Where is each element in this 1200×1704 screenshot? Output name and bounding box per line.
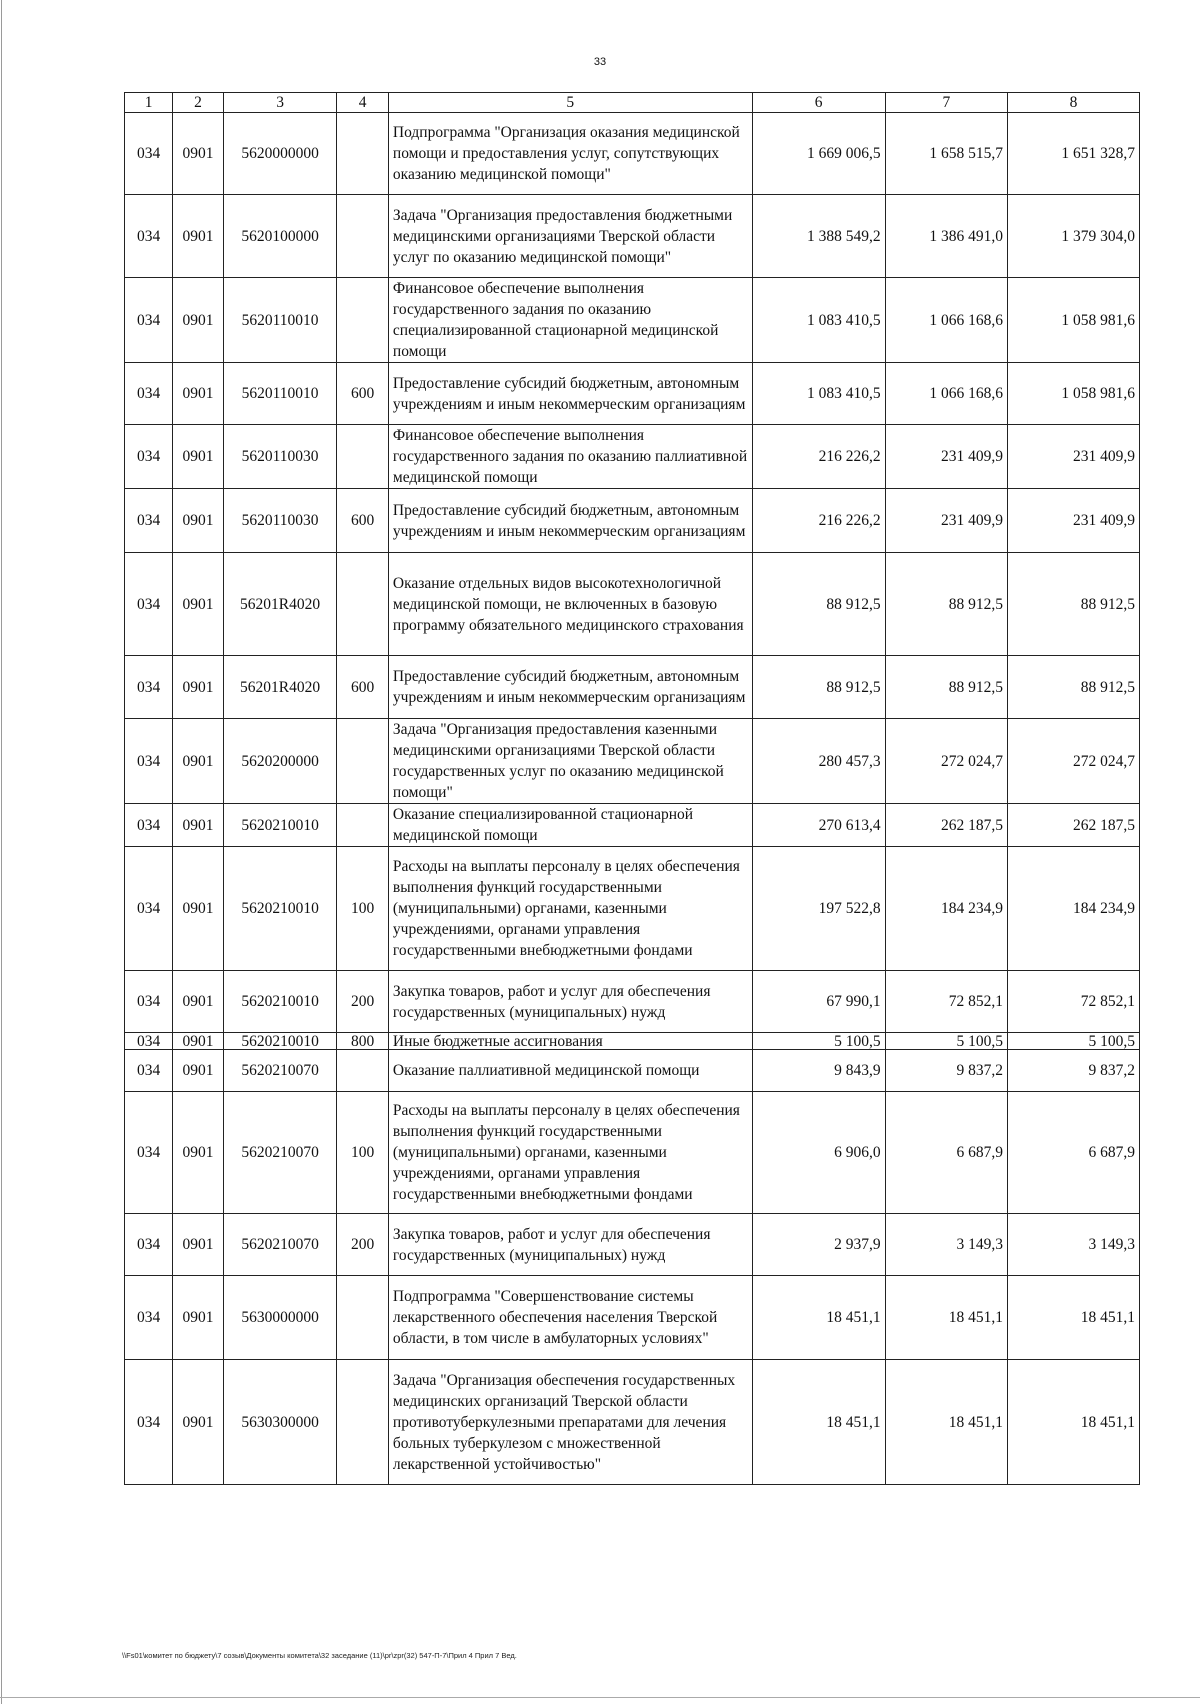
expense-type-code-cell — [337, 278, 389, 363]
description-cell: Подпрограмма "Организация оказания медицинской помощи и предоставления услуг, сопутствующих оказанию медицинской помощи" — [388, 113, 752, 195]
amount-col-8-cell: 1 379 304,0 — [1007, 195, 1139, 278]
amount-col-6-cell: 6 906,0 — [752, 1092, 885, 1214]
amount-col-8-cell: 272 024,7 — [1007, 719, 1139, 804]
expense-type-code-cell: 600 — [337, 656, 389, 719]
table-row — [125, 1276, 1140, 1360]
header-cell: 4 — [337, 93, 389, 113]
section-code-cell: 0901 — [173, 1033, 223, 1050]
table-body — [125, 113, 1140, 1485]
section-code-cell: 0901 — [173, 425, 223, 489]
table-row — [125, 1033, 1140, 1050]
ministry-code-cell: 034 — [125, 1092, 173, 1214]
amount-col-6-cell: 18 451,1 — [752, 1276, 885, 1360]
ministry-code-cell: 034 — [125, 1214, 173, 1276]
scan-edge — [1, 0, 2, 1704]
ministry-code-cell: 034 — [125, 553, 173, 656]
section-code-cell: 0901 — [173, 1360, 223, 1485]
description-cell: Оказание специализированной стационарной медицинской помощи — [388, 804, 752, 847]
amount-col-6-cell: 216 226,2 — [752, 425, 885, 489]
section-code-cell: 0901 — [173, 489, 223, 553]
expense-type-code-cell — [337, 1360, 389, 1485]
amount-col-7-cell: 88 912,5 — [885, 656, 1007, 719]
amount-col-6-cell: 216 226,2 — [752, 489, 885, 553]
description-cell: Предоставление субсидий бюджетным, автономным учреждениям и иным некоммерческим организациям — [388, 363, 752, 425]
expense-type-code-cell: 100 — [337, 847, 389, 971]
amount-col-8-cell: 5 100,5 — [1007, 1033, 1139, 1050]
description-cell: Задача "Организация предоставления казенными медицинскими организациями Тверской области государственных услуг по оказанию медицинской помощи" — [388, 719, 752, 804]
table-row — [125, 425, 1140, 489]
expense-type-code-cell — [337, 195, 389, 278]
header-cell: 3 — [223, 93, 337, 113]
ministry-code-cell: 034 — [125, 1050, 173, 1092]
target-article-code-cell: 56201R4020 — [223, 553, 337, 656]
amount-col-8-cell: 3 149,3 — [1007, 1214, 1139, 1276]
ministry-code-cell: 034 — [125, 719, 173, 804]
table-row — [125, 489, 1140, 553]
target-article-code-cell: 5620110030 — [223, 425, 337, 489]
expense-type-code-cell: 800 — [337, 1033, 389, 1050]
amount-col-8-cell: 262 187,5 — [1007, 804, 1139, 847]
expense-type-code-cell — [337, 719, 389, 804]
amount-col-6-cell: 2 937,9 — [752, 1214, 885, 1276]
table-row — [125, 1214, 1140, 1276]
description-cell: Предоставление субсидий бюджетным, автономным учреждениям и иным некоммерческим организациям — [388, 656, 752, 719]
amount-col-7-cell: 231 409,9 — [885, 489, 1007, 553]
amount-col-7-cell: 88 912,5 — [885, 553, 1007, 656]
description-cell: Подпрограмма "Совершенствование системы лекарственного обеспечения населения Тверской области, в том числе в амбулаторных условиях" — [388, 1276, 752, 1360]
amount-col-7-cell: 5 100,5 — [885, 1033, 1007, 1050]
amount-col-7-cell: 18 451,1 — [885, 1276, 1007, 1360]
amount-col-7-cell: 6 687,9 — [885, 1092, 1007, 1214]
expense-type-code-cell — [337, 804, 389, 847]
section-code-cell: 0901 — [173, 656, 223, 719]
section-code-cell: 0901 — [173, 971, 223, 1033]
amount-col-6-cell: 88 912,5 — [752, 656, 885, 719]
amount-col-8-cell: 184 234,9 — [1007, 847, 1139, 971]
ministry-code-cell: 034 — [125, 489, 173, 553]
amount-col-7-cell: 9 837,2 — [885, 1050, 1007, 1092]
expense-type-code-cell — [337, 425, 389, 489]
header-cell: 1 — [125, 93, 173, 113]
section-code-cell: 0901 — [173, 804, 223, 847]
table-row — [125, 971, 1140, 1033]
section-code-cell: 0901 — [173, 363, 223, 425]
description-cell: Закупка товаров, работ и услуг для обеспечения государственных (муниципальных) нужд — [388, 971, 752, 1033]
amount-col-8-cell: 6 687,9 — [1007, 1092, 1139, 1214]
amount-col-8-cell: 88 912,5 — [1007, 656, 1139, 719]
table-row — [125, 1092, 1140, 1214]
section-code-cell: 0901 — [173, 719, 223, 804]
amount-col-8-cell: 18 451,1 — [1007, 1360, 1139, 1485]
amount-col-8-cell: 231 409,9 — [1007, 425, 1139, 489]
table-row — [125, 363, 1140, 425]
ministry-code-cell: 034 — [125, 113, 173, 195]
target-article-code-cell: 5630300000 — [223, 1360, 337, 1485]
amount-col-8-cell: 72 852,1 — [1007, 971, 1139, 1033]
target-article-code-cell: 5620110010 — [223, 363, 337, 425]
ministry-code-cell: 034 — [125, 195, 173, 278]
amount-col-7-cell: 231 409,9 — [885, 425, 1007, 489]
section-code-cell: 0901 — [173, 553, 223, 656]
section-code-cell: 0901 — [173, 278, 223, 363]
amount-col-7-cell: 72 852,1 — [885, 971, 1007, 1033]
amount-col-6-cell: 5 100,5 — [752, 1033, 885, 1050]
ministry-code-cell: 034 — [125, 656, 173, 719]
target-article-code-cell: 5620210010 — [223, 847, 337, 971]
amount-col-7-cell: 262 187,5 — [885, 804, 1007, 847]
table-row — [125, 278, 1140, 363]
ministry-code-cell: 034 — [125, 1276, 173, 1360]
page-number: 33 — [593, 56, 607, 68]
ministry-code-cell: 034 — [125, 847, 173, 971]
header-row — [125, 93, 1140, 113]
description-cell: Финансовое обеспечение выполнения государственного задания по оказанию специализированной стационарной медицинской помощи — [388, 278, 752, 363]
description-cell: Иные бюджетные ассигнования — [388, 1033, 752, 1050]
amount-col-6-cell: 1 669 006,5 — [752, 113, 885, 195]
scan-bottom-edge — [0, 1697, 1200, 1698]
target-article-code-cell: 5620110030 — [223, 489, 337, 553]
target-article-code-cell: 5620200000 — [223, 719, 337, 804]
target-article-code-cell: 56201R4020 — [223, 656, 337, 719]
target-article-code-cell: 5620210070 — [223, 1092, 337, 1214]
amount-col-8-cell: 88 912,5 — [1007, 553, 1139, 656]
table-row — [125, 1360, 1140, 1485]
ministry-code-cell: 034 — [125, 425, 173, 489]
table-row — [125, 719, 1140, 804]
ministry-code-cell: 034 — [125, 278, 173, 363]
target-article-code-cell: 5620000000 — [223, 113, 337, 195]
section-code-cell: 0901 — [173, 847, 223, 971]
amount-col-8-cell: 1 058 981,6 — [1007, 363, 1139, 425]
section-code-cell: 0901 — [173, 195, 223, 278]
description-cell: Расходы на выплаты персоналу в целях обеспечения выполнения функций государственными (муниципальными) органами, казенными учреждениями, органами управления государственными внебюджетными фондами — [388, 847, 752, 971]
amount-col-6-cell: 270 613,4 — [752, 804, 885, 847]
section-code-cell: 0901 — [173, 1276, 223, 1360]
amount-col-8-cell: 231 409,9 — [1007, 489, 1139, 553]
table-row — [125, 1050, 1140, 1092]
section-code-cell: 0901 — [173, 113, 223, 195]
header-cell: 2 — [173, 93, 223, 113]
table-row — [125, 847, 1140, 971]
amount-col-6-cell: 88 912,5 — [752, 553, 885, 656]
target-article-code-cell: 5620100000 — [223, 195, 337, 278]
table-row — [125, 553, 1140, 656]
amount-col-7-cell: 1 386 491,0 — [885, 195, 1007, 278]
ministry-code-cell: 034 — [125, 1360, 173, 1485]
amount-col-6-cell: 9 843,9 — [752, 1050, 885, 1092]
amount-col-6-cell: 1 083 410,5 — [752, 278, 885, 363]
ministry-code-cell: 034 — [125, 804, 173, 847]
description-cell: Расходы на выплаты персоналу в целях обеспечения выполнения функций государственными (муниципальными) органами, казенными учреждениями, органами управления государственными внебюджетными фондами — [388, 1092, 752, 1214]
table-row — [125, 113, 1140, 195]
amount-col-8-cell: 1 058 981,6 — [1007, 278, 1139, 363]
amount-col-7-cell: 184 234,9 — [885, 847, 1007, 971]
target-article-code-cell: 5620210070 — [223, 1050, 337, 1092]
budget-table — [124, 92, 1140, 1485]
expense-type-code-cell: 200 — [337, 971, 389, 1033]
description-cell: Задача "Организация предоставления бюджетными медицинскими организациями Тверской области услуг по оказанию медицинской помощи" — [388, 195, 752, 278]
header-cell: 7 — [885, 93, 1007, 113]
expense-type-code-cell — [337, 1276, 389, 1360]
expense-type-code-cell: 200 — [337, 1214, 389, 1276]
amount-col-7-cell: 272 024,7 — [885, 719, 1007, 804]
target-article-code-cell: 5620110010 — [223, 278, 337, 363]
description-cell: Оказание отдельных видов высокотехнологичной медицинской помощи, не включенных в базовую программу обязательного медицинского страхования — [388, 553, 752, 656]
amount-col-8-cell: 1 651 328,7 — [1007, 113, 1139, 195]
amount-col-7-cell: 1 066 168,6 — [885, 363, 1007, 425]
ministry-code-cell: 034 — [125, 1033, 173, 1050]
amount-col-6-cell: 1 388 549,2 — [752, 195, 885, 278]
amount-col-6-cell: 197 522,8 — [752, 847, 885, 971]
table-header — [125, 93, 1140, 113]
amount-col-6-cell: 18 451,1 — [752, 1360, 885, 1485]
ministry-code-cell: 034 — [125, 971, 173, 1033]
target-article-code-cell: 5620210010 — [223, 804, 337, 847]
expense-type-code-cell: 100 — [337, 1092, 389, 1214]
section-code-cell: 0901 — [173, 1092, 223, 1214]
section-code-cell: 0901 — [173, 1050, 223, 1092]
expense-type-code-cell — [337, 113, 389, 195]
amount-col-6-cell: 280 457,3 — [752, 719, 885, 804]
description-cell: Закупка товаров, работ и услуг для обеспечения государственных (муниципальных) нужд — [388, 1214, 752, 1276]
expense-type-code-cell — [337, 553, 389, 656]
target-article-code-cell: 5620210070 — [223, 1214, 337, 1276]
amount-col-7-cell: 3 149,3 — [885, 1214, 1007, 1276]
expense-type-code-cell — [337, 1050, 389, 1092]
amount-col-8-cell: 18 451,1 — [1007, 1276, 1139, 1360]
header-cell: 5 — [388, 93, 752, 113]
amount-col-8-cell: 9 837,2 — [1007, 1050, 1139, 1092]
header-cell: 8 — [1007, 93, 1139, 113]
amount-col-6-cell: 1 083 410,5 — [752, 363, 885, 425]
description-cell: Финансовое обеспечение выполнения государственного задания по оказанию паллиативной медицинской помощи — [388, 425, 752, 489]
target-article-code-cell: 5620210010 — [223, 1033, 337, 1050]
table-row — [125, 195, 1140, 278]
amount-col-7-cell: 1 658 515,7 — [885, 113, 1007, 195]
expense-type-code-cell: 600 — [337, 363, 389, 425]
description-cell: Предоставление субсидий бюджетным, автономным учреждениям и иным некоммерческим организациям — [388, 489, 752, 553]
description-cell: Оказание паллиативной медицинской помощи — [388, 1050, 752, 1092]
amount-col-6-cell: 67 990,1 — [752, 971, 885, 1033]
expense-type-code-cell: 600 — [337, 489, 389, 553]
target-article-code-cell: 5620210010 — [223, 971, 337, 1033]
header-cell: 6 — [752, 93, 885, 113]
amount-col-7-cell: 1 066 168,6 — [885, 278, 1007, 363]
ministry-code-cell: 034 — [125, 363, 173, 425]
target-article-code-cell: 5630000000 — [223, 1276, 337, 1360]
amount-col-7-cell: 18 451,1 — [885, 1360, 1007, 1485]
table-row — [125, 804, 1140, 847]
footer-file-path: \\Fs01\комитет по бюджету\7 созыв\Документы комитета\32 заседание (11)\pr\zpr(32) 547-П-7\Прил 4 Прил 7 Вед. — [122, 1651, 517, 1660]
description-cell: Задача "Организация обеспечения государственных медицинских организаций Тверской области противотуберкулезными препаратами для лечения больных туберкулезом с множественной лекарственной устойчивостью" — [388, 1360, 752, 1485]
section-code-cell: 0901 — [173, 1214, 223, 1276]
table-row — [125, 656, 1140, 719]
